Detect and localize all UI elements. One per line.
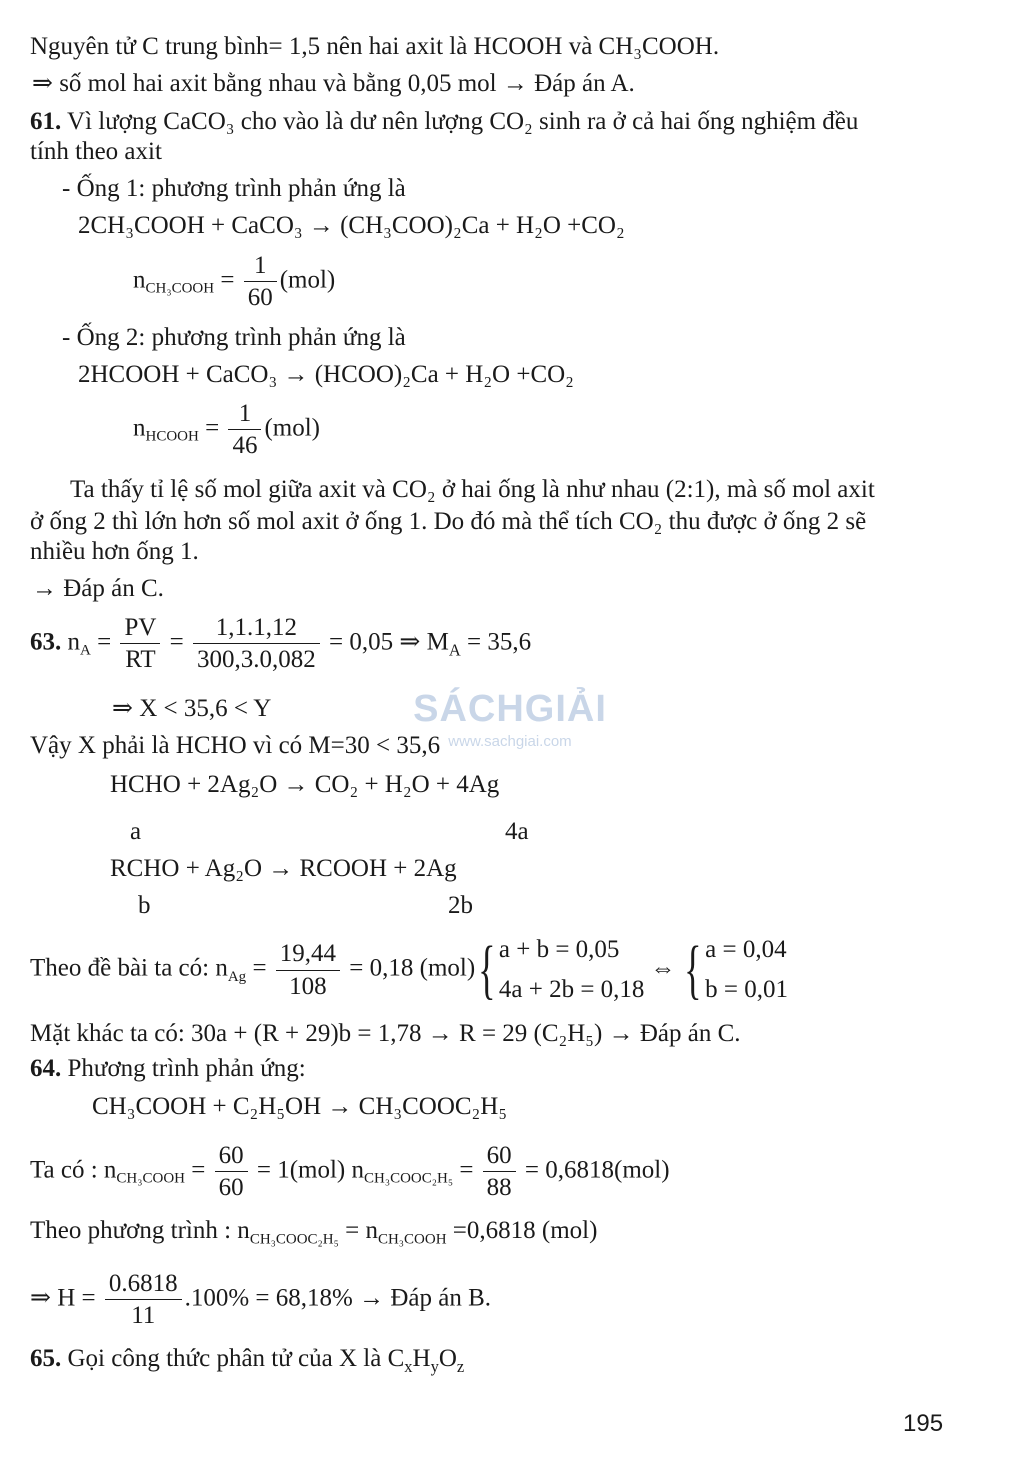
text-span: n — [133, 414, 146, 442]
text-line: Nguyên tử C trung bình= 1,5 nên hai axit là HCOOH và CH₃COOH. — [30, 33, 720, 60]
text-span: =0,6818 (mol) — [446, 1217, 598, 1244]
formula-line — [133, 250, 335, 314]
text-line: Mặt khác ta có: 30a + (R + 29)b = 1,78 → R = 29 (C₂H₅) → Đáp án C. — [30, 1020, 741, 1047]
equation-line: 2HCOOH + CaCO₃ → (HCOO)₂Ca + H₂O +CO₂ — [78, 361, 574, 388]
watermark — [410, 688, 610, 750]
fraction — [483, 1140, 516, 1204]
subscript: A — [80, 642, 91, 659]
text-span: Phương trình phản ứng: — [61, 1055, 306, 1082]
subscript: Ag — [227, 968, 247, 985]
text-span: ⇒ H = — [30, 1284, 102, 1312]
system-row: a = 0,04 — [705, 936, 787, 963]
coefficient-label: b — [138, 892, 151, 919]
text-span: (mol) — [264, 414, 320, 442]
system-row: b = 0,01 — [705, 976, 788, 1003]
text-line — [30, 108, 858, 137]
fraction — [244, 250, 277, 314]
text-span: = — [163, 628, 191, 656]
subscript: z — [456, 1357, 465, 1376]
formula-line — [30, 930, 788, 1010]
text-span: = 0,18 (mol) — [343, 954, 476, 982]
formula-line — [30, 1140, 670, 1204]
text-span: = 1(mol) n — [250, 1156, 365, 1184]
denominator: 60 — [218, 1174, 244, 1202]
text-line: nhiều hơn ống 1. — [30, 538, 199, 565]
text-line: - Ống 1: phương trình phản ứng là — [62, 175, 406, 202]
subscript: A — [448, 640, 461, 660]
subscript: CH₃COOC₂H₅ — [364, 1170, 454, 1187]
brace: { — [684, 933, 702, 1006]
text-line — [30, 1345, 464, 1377]
fraction — [215, 1140, 248, 1204]
text-span: Theo phương trình : n — [30, 1217, 250, 1244]
denominator: 108 — [289, 972, 327, 1000]
text-span: = 0,6818(mol) — [518, 1156, 670, 1184]
text-span: = — [214, 266, 241, 294]
text-line: Vậy X phải là HCHO vì có M=30 < 35,6 — [30, 732, 441, 759]
numerator: PV — [120, 612, 160, 644]
text-span: = 35,6 — [460, 628, 532, 656]
numerator: 19,44 — [276, 938, 340, 970]
equation-line: HCHO + 2Ag₂O → CO₂ + H₂O + 4Ag — [110, 771, 500, 798]
brace: { — [478, 933, 496, 1006]
equation-line: 2CH₃COOH + CaCO₃ → (CH₃COO)₂Ca + H₂O +CO₂ — [78, 212, 625, 239]
equation-system — [499, 930, 645, 1010]
formula-line — [133, 398, 320, 462]
text-span: O — [438, 1345, 457, 1372]
fraction — [276, 938, 340, 1002]
formula-line — [30, 1268, 491, 1332]
numerator: 1 — [244, 250, 277, 282]
denominator: 60 — [247, 284, 273, 312]
text-line: Ta thấy tỉ lệ số mol giữa axit và CO₂ ở hai ống là như nhau (2:1), mà số mol axit — [70, 476, 875, 503]
fraction — [120, 612, 160, 676]
subscript: HCOOH — [145, 428, 199, 445]
system-row: a + b = 0,05 — [498, 936, 620, 963]
text-span: = — [185, 1156, 212, 1184]
question-number: 64. — [30, 1055, 62, 1082]
fraction — [105, 1268, 182, 1332]
coefficient-label: a — [130, 818, 142, 845]
text-span: n — [61, 628, 80, 656]
question-number: 65. — [30, 1345, 62, 1372]
text-span: = — [246, 954, 273, 982]
subscript: y — [430, 1357, 439, 1376]
fraction — [193, 612, 320, 676]
page-number: 195 — [903, 1410, 944, 1437]
text-line: - Ống 2: phương trình phản ứng là — [62, 324, 406, 351]
equation-system — [705, 930, 788, 1010]
text-line: → Đáp án C. — [32, 575, 164, 602]
text-span: = — [453, 1156, 480, 1184]
denominator: 300,3.0,082 — [197, 646, 316, 674]
text-span: = — [90, 628, 118, 656]
text-span: = n — [338, 1217, 378, 1244]
subscript: CH₃COOH — [145, 280, 215, 297]
equation-line: CH₃COOH + C₂H₅OH → CH₃COOC₂H₅ — [92, 1093, 508, 1120]
text-span: n — [133, 266, 146, 294]
text-span: Theo đề bài ta có: n — [30, 954, 228, 982]
question-number: 63. — [30, 628, 62, 656]
subscript: x — [404, 1357, 413, 1376]
text-span: .100% = 68,18% → Đáp án B. — [184, 1284, 492, 1312]
formula-line — [30, 612, 531, 676]
numerator: 60 — [215, 1140, 248, 1172]
text-span: H — [412, 1345, 431, 1372]
text-line: ⇒ số mol hai axit bằng nhau và bằng 0,05 mol → Đáp án A. — [32, 70, 635, 97]
denominator: RT — [125, 646, 156, 674]
subscript: CH₃COOC₂H₅ — [249, 1231, 339, 1248]
denominator: 46 — [232, 432, 258, 460]
system-row: 4a + 2b = 0,18 — [498, 976, 645, 1003]
numerator: 1,1.1,12 — [193, 612, 320, 644]
subscript: CH₃COOH — [116, 1170, 185, 1187]
watermark-url: www.sachgiai.com — [448, 733, 572, 750]
text-span: = — [198, 414, 226, 442]
numerator: 0.6818 — [105, 1268, 182, 1300]
text-line: tính theo axit — [30, 138, 162, 165]
text-line — [30, 1055, 306, 1084]
equation-line: RCHO + Ag₂O → RCOOH + 2Ag — [110, 855, 457, 882]
text-span: (mol) — [279, 266, 336, 294]
text-span: Vì lượng CaCO₃ cho vào là dư nên lượng CO₂ sinh ra ở cả hai ống nghiệm đều — [61, 108, 859, 135]
text-span: Ta có : n — [30, 1156, 117, 1184]
text-span: Gọi công thức phân tử của X là C — [61, 1345, 405, 1372]
watermark-logo: SÁCHGIẢI — [413, 688, 607, 730]
denominator: 11 — [131, 1302, 156, 1330]
denominator: 88 — [486, 1174, 512, 1202]
fraction — [228, 398, 261, 462]
numerator: 60 — [483, 1140, 516, 1172]
text-span: ⇔ — [650, 954, 676, 982]
text-line: ⇒ X < 35,6 < Y — [112, 695, 272, 722]
question-number: 61. — [30, 108, 62, 135]
numerator: 1 — [228, 398, 261, 430]
subscript: CH₃COOH — [377, 1231, 447, 1248]
coefficient-label: 2b — [448, 892, 473, 919]
text-line: ở ống 2 thì lớn hơn số mol axit ở ống 1. Do đó mà thể tích CO₂ thu được ở ống 2 sẽ — [30, 508, 867, 535]
text-span: = 0,05 ⇒ M — [322, 628, 449, 656]
formula-line — [30, 1217, 597, 1249]
coefficient-label: 4a — [505, 818, 529, 845]
